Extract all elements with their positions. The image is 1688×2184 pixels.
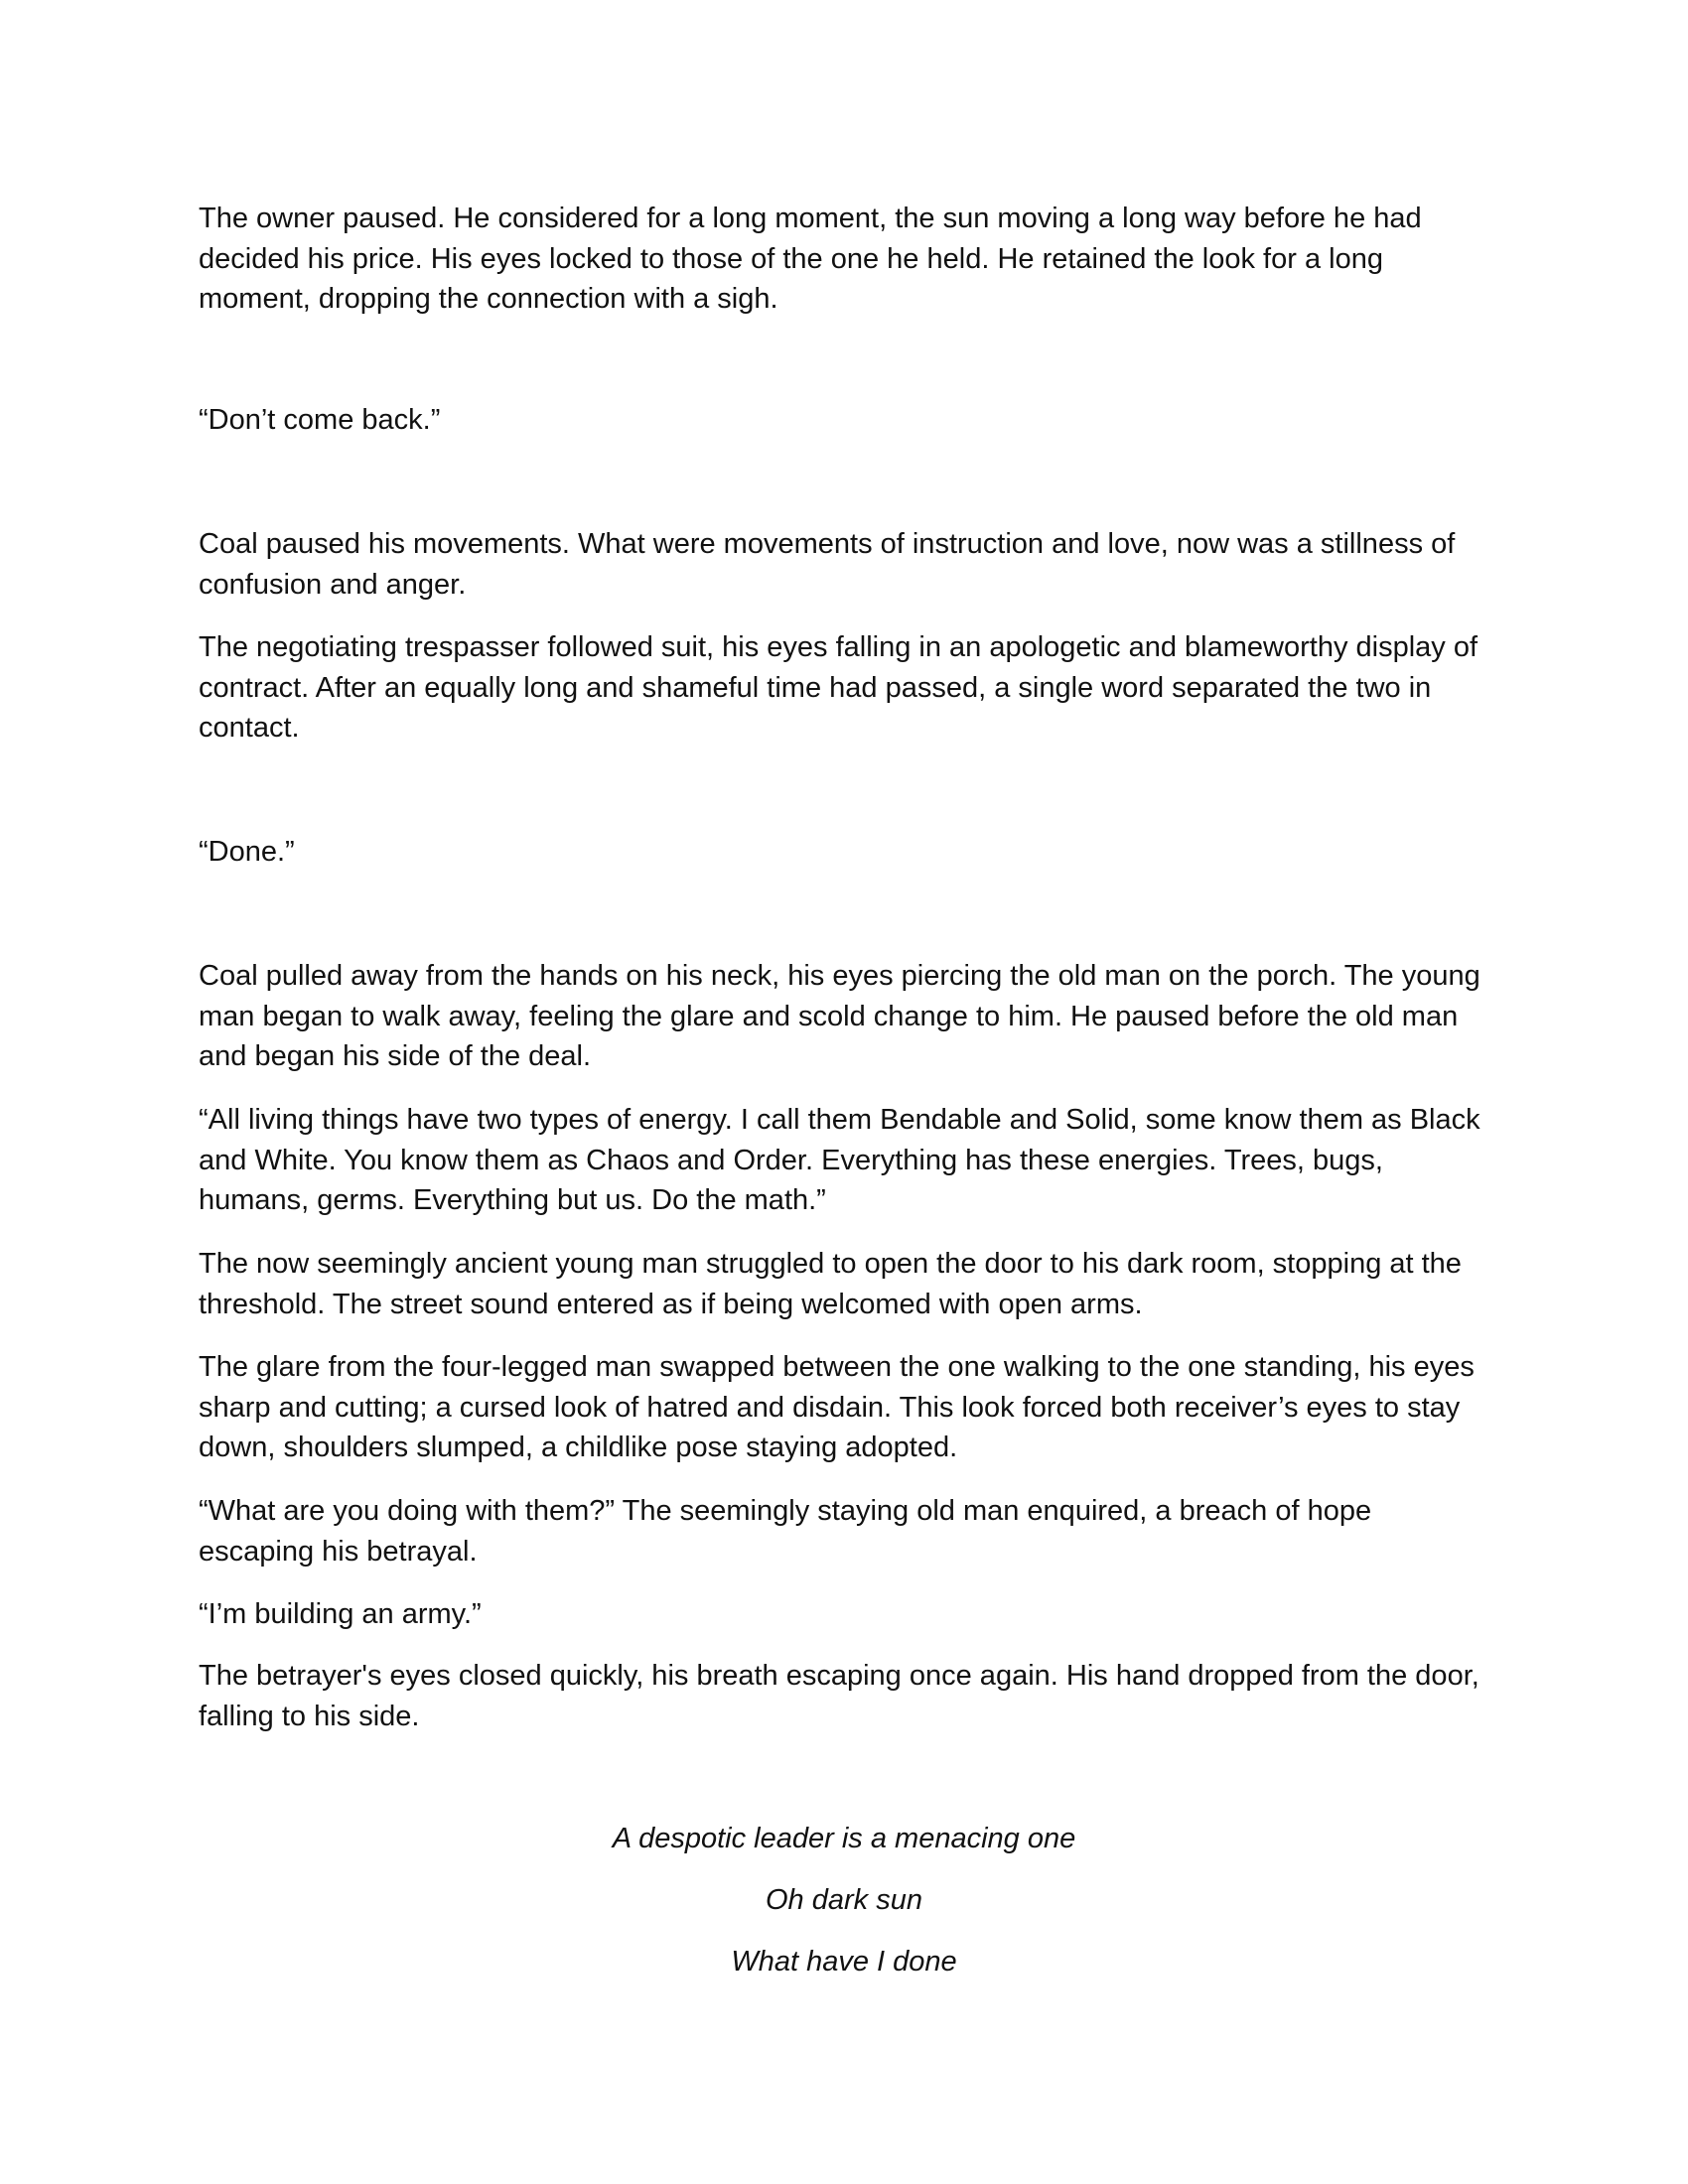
paragraph-owner-paused: The owner paused. He considered for a long moment, the sun moving a long way before he had decided his price. His eyes locked to those of the one he held. He retained the look for a long moment, dropping the connection with a sigh. bbox=[199, 203, 1422, 315]
paragraph-coal-paused: Coal paused his movements. What were movements of instruction and love, now was a stillness of confusion and anger. bbox=[199, 528, 1456, 601]
poem-line-3: What have I done bbox=[731, 1946, 957, 1978]
paragraph-negotiating-trespasser: The negotiating trespasser followed suit, his eyes falling in an apologetic and blameworthy display of contract. After an equally long and shameful time had passed, a single word separated the two in contact. bbox=[199, 631, 1478, 744]
paragraph-ancient-young-man: The now seemingly ancient young man struggled to open the door to his dark room, stopping at the threshold. The street sound entered as if being welcomed with open arms. bbox=[199, 1248, 1462, 1320]
dialogue-living-things: “All living things have two types of energy. I call them Bendable and Solid, some know them as Black and White. You know them as Chaos and Order. Everything has these energies. Trees, bugs, humans, germs. Everything but us. Do the math.” bbox=[199, 1104, 1480, 1216]
paragraph-glare: The glare from the four-legged man swapped between the one walking to the one standing, his eyes sharp and cutting; a cursed look of hatred and disdain. This look forced both receiver’s eyes to stay down, shoulders slumped, a childlike pose staying adopted. bbox=[199, 1351, 1475, 1463]
paragraph-betrayer: The betrayer's eyes closed quickly, his breath escaping once again. His hand dropped from the door, falling to his side. bbox=[199, 1660, 1479, 1732]
poem-line-1: A despotic leader is a menacing one bbox=[612, 1823, 1076, 1854]
poem-line-2: Oh dark sun bbox=[766, 1884, 922, 1916]
dialogue-done: “Done.” bbox=[199, 836, 295, 868]
dialogue-building-army: “I’m building an army.” bbox=[199, 1598, 482, 1630]
dialogue-what-are-you-doing: “What are you doing with them?” The seemingly staying old man enquired, a breach of hope escaping his betrayal. bbox=[199, 1495, 1372, 1568]
paragraph-coal-pulled-away: Coal pulled away from the hands on his neck, his eyes piercing the old man on the porch. The young man began to walk away, feeling the glare and scold change to him. He paused before the old man and began his side of the deal. bbox=[199, 960, 1480, 1072]
dialogue-dont-come-back: “Don’t come back.” bbox=[199, 404, 441, 436]
